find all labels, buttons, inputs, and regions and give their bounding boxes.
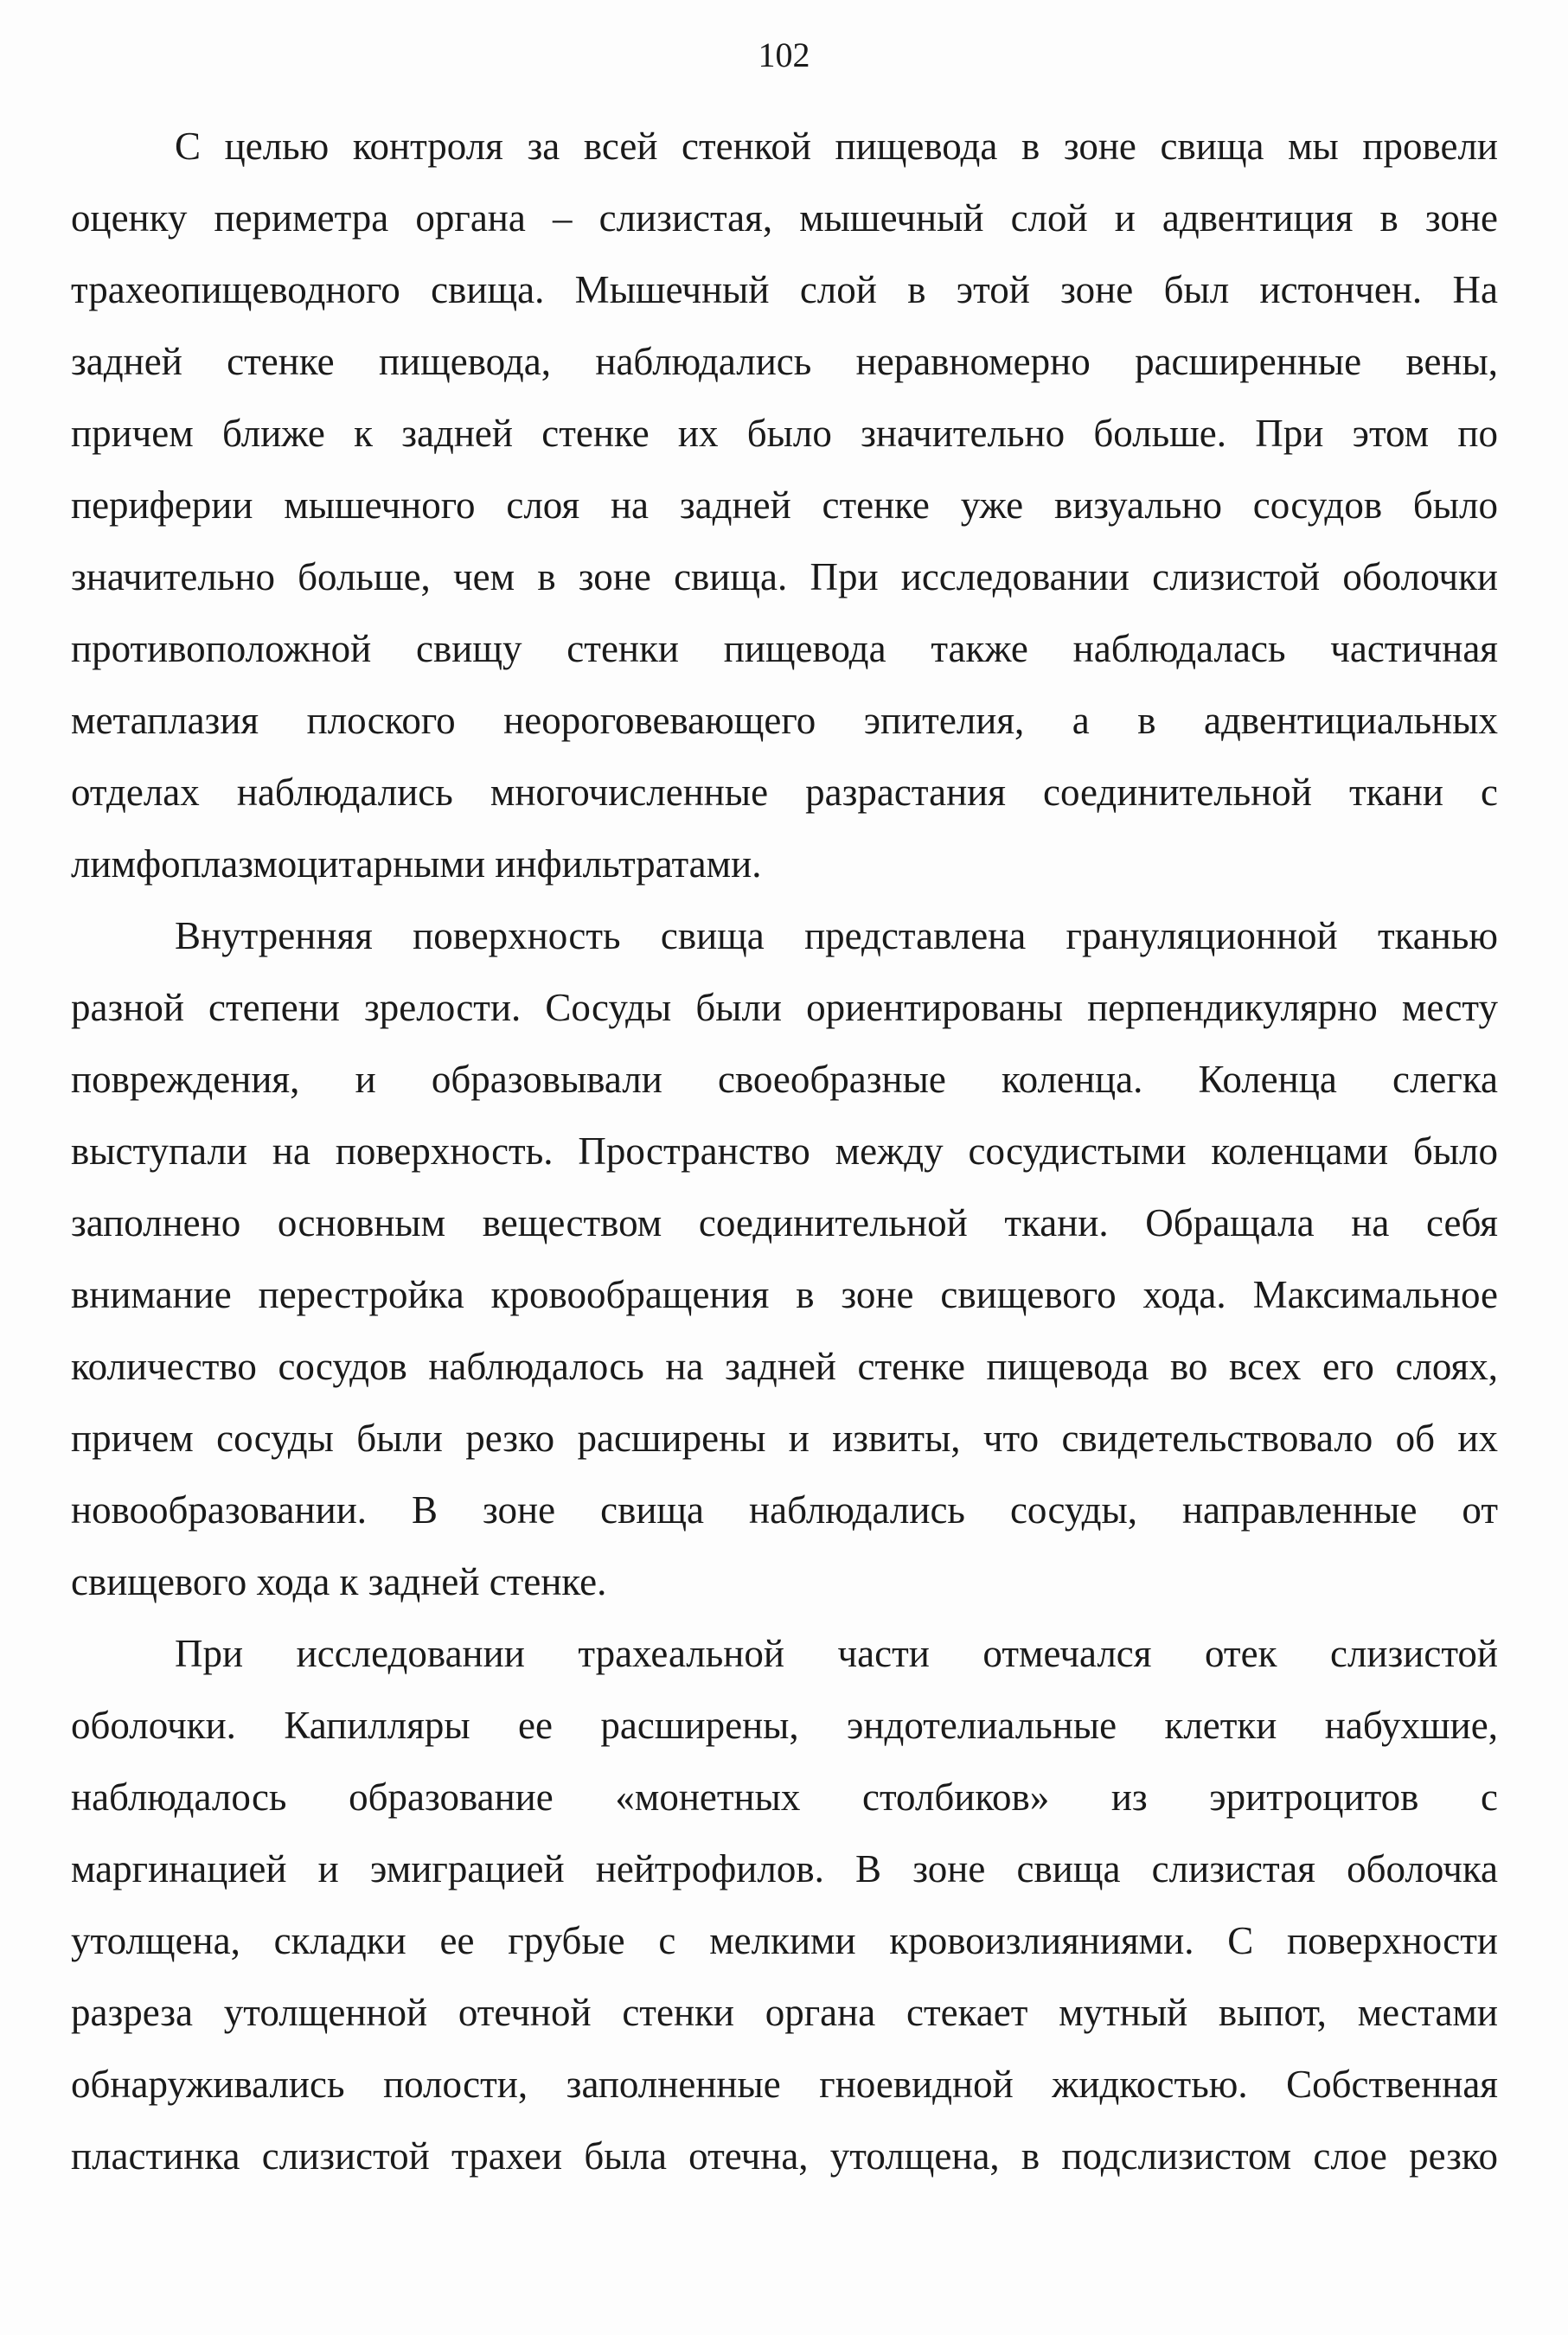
text-line: оценку периметра органа – слизистая, мышечный слой и адвентиция в зоне (71, 196, 1498, 240)
paragraph-2 (71, 900, 1498, 1618)
text-line: причем сосуды были резко расширены и извиты, что свидетельствовало об их (71, 1417, 1498, 1460)
text-line: разреза утолщенной отечной стенки органа стекает мутный выпот, местами (71, 1991, 1498, 2034)
text-line: При исследовании трахеальной части отмечался отек слизистой (175, 1632, 1498, 1675)
text-line: задней стенке пищевода, наблюдались неравномерно расширенные вены, (71, 340, 1498, 383)
text-line: метаплазия плоского неороговевающего эпителия, а в адвентициальных (71, 699, 1498, 742)
text-line: разной степени зрелости. Сосуды были ориентированы перпендикулярно месту (71, 986, 1498, 1029)
text-line: количество сосудов наблюдалось на задней стенке пищевода во всех его слоях, (71, 1345, 1498, 1388)
text-line: отделах наблюдались многочисленные разрастания соединительной ткани с (71, 771, 1498, 814)
paragraph-1 (71, 111, 1498, 900)
text-line: Внутренняя поверхность свища представлена грануляционной тканью (175, 914, 1498, 957)
text-line: трахеопищеводного свища. Мышечный слой в этой зоне был истончен. На (71, 268, 1498, 311)
text-line: свищевого хода к задней стенке. (71, 1560, 607, 1603)
paragraph-3 (71, 1618, 1498, 2192)
text-line: причем ближе к задней стенке их было значительно больше. При этом по (71, 412, 1498, 455)
text-line: С целью контроля за всей стенкой пищевода в зоне свища мы провели (175, 125, 1498, 168)
page-number: 102 (758, 35, 810, 74)
text-line: оболочки. Капилляры ее расширены, эндотелиальные клетки набухшие, (71, 1704, 1498, 1747)
text-line: лимфоплазмоцитарными инфильтратами. (71, 842, 762, 886)
text-line: пластинка слизистой трахеи была отечна, утолщена, в подслизистом слое резко (71, 2134, 1498, 2178)
text-line: наблюдалось образование «монетных столбиков» из эритроцитов с (71, 1775, 1498, 1819)
text-line: повреждения, и образовывали своеобразные коленца. Коленца слегка (71, 1058, 1498, 1101)
text-line: маргинацией и эмиграцией нейтрофилов. В зоне свища слизистая оболочка (71, 1847, 1498, 1890)
text-line: внимание перестройка кровообращения в зоне свищевого хода. Максимальное (71, 1273, 1498, 1316)
text-line: периферии мышечного слоя на задней стенке уже визуально сосудов было (71, 483, 1498, 527)
text-line: заполнено основным веществом соединительной ткани. Обращала на себя (71, 1201, 1498, 1244)
text-line: значительно больше, чем в зоне свища. При исследовании слизистой оболочки (71, 555, 1498, 598)
text-line: выступали на поверхность. Пространство между сосудистыми коленцами было (71, 1129, 1498, 1173)
body-text (71, 111, 1498, 2192)
text-line: утолщена, складки ее грубые с мелкими кровоизлияниями. С поверхности (71, 1919, 1498, 1962)
text-line: обнаруживались полости, заполненные гноевидной жидкостью. Собственная (71, 2063, 1498, 2106)
text-line: новообразовании. В зоне свища наблюдались сосуды, направленные от (71, 1488, 1498, 1532)
text-line: противоположной свищу стенки пищевода также наблюдалась частичная (71, 627, 1498, 670)
